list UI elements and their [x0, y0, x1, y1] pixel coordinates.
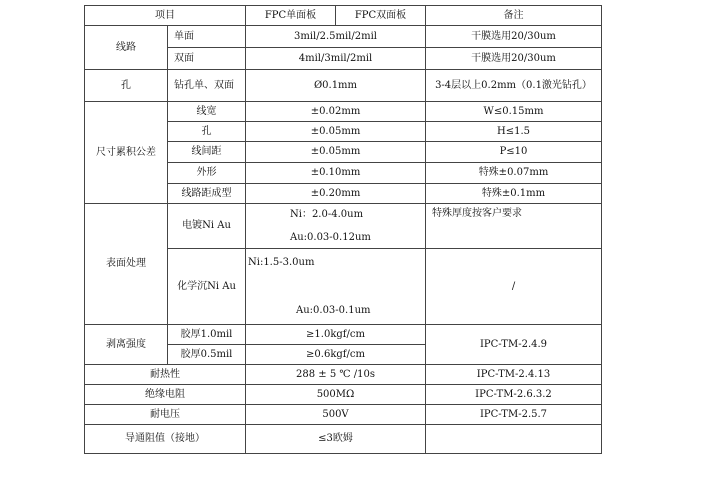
- tolerance-note: H≤1.5: [426, 122, 602, 142]
- header-double: FPC双面板: [336, 6, 426, 26]
- header-single: FPC单面板: [246, 6, 336, 26]
- conduct-value: ≤3欧姆: [246, 425, 426, 454]
- peel-a-label: 胶厚1.0mil: [168, 325, 246, 345]
- peel-group: 剥离强度: [85, 325, 168, 365]
- tolerance-note: 特殊±0.1mm: [426, 184, 602, 204]
- table-row: [85, 26, 602, 48]
- chem-au: Au:0.03-0.1um: [296, 304, 371, 316]
- spec-table: [84, 5, 602, 454]
- tolerance-label: 线宽: [168, 102, 246, 122]
- insulation-label: 绝缘电阻: [85, 385, 246, 405]
- line-single-note: 干膜选用20/30um: [426, 26, 602, 48]
- heat-note: IPC-TM-2.4.13: [426, 365, 602, 385]
- peel-b-value: ≥0.6kgf/cm: [246, 345, 426, 365]
- tolerance-note: 特殊±0.07mm: [426, 163, 602, 184]
- tolerance-note: W≤0.15mm: [426, 102, 602, 122]
- insulation-note: IPC-TM-2.6.3.2: [426, 385, 602, 405]
- header-item: 项目: [85, 6, 246, 26]
- tolerance-label: 外形: [168, 163, 246, 184]
- hole-label: 钻孔单、双面: [168, 70, 246, 102]
- hole-value: Ø0.1mm: [246, 70, 426, 102]
- plating-value: [246, 204, 426, 249]
- table-row: [85, 365, 602, 385]
- chem-note: /: [426, 249, 602, 325]
- voltage-note: IPC-TM-2.5.7: [426, 405, 602, 425]
- chem-label: 化学沉Ni Au: [168, 249, 246, 325]
- conduct-label: 导通阻值（接地）: [85, 425, 246, 454]
- line-double-label: 双面: [168, 48, 246, 70]
- table-row: [85, 405, 602, 425]
- plating-label: 电镀Ni Au: [168, 204, 246, 249]
- voltage-value: 500V: [246, 405, 426, 425]
- hole-note: 3-4层以上0.2mm（0.1激光钻孔）: [426, 70, 602, 102]
- line-group: 线路: [85, 26, 168, 70]
- peel-a-value: ≥1.0kgf/cm: [246, 325, 426, 345]
- peel-note: IPC-TM-2.4.9: [426, 325, 602, 365]
- tolerance-label: 线间距: [168, 142, 246, 163]
- tolerance-note: P≤10: [426, 142, 602, 163]
- line-single-value: 3mil/2.5mil/2mil: [246, 26, 426, 48]
- insulation-value: 500MΩ: [246, 385, 426, 405]
- table-row: [85, 102, 602, 122]
- surface-group: 表面处理: [85, 204, 168, 325]
- heat-value: 288 ± 5 ℃ /10s: [246, 365, 426, 385]
- tolerance-label: 孔: [168, 122, 246, 142]
- heat-label: 耐热性: [85, 365, 246, 385]
- table-row: [85, 425, 602, 454]
- table-row: [85, 70, 602, 102]
- table-row: [85, 385, 602, 405]
- header-note: 备注: [426, 6, 602, 26]
- tolerance-value: ±0.02mm: [246, 102, 426, 122]
- plating-au: Au:0.03-0.12um: [290, 231, 371, 243]
- line-double-value: 4mil/3mil/2mil: [246, 48, 426, 70]
- peel-b-label: 胶厚0.5mil: [168, 345, 246, 365]
- chem-value: [246, 249, 426, 325]
- tolerance-value: ±0.20mm: [246, 184, 426, 204]
- hole-group: 孔: [85, 70, 168, 102]
- tolerance-group: 尺寸累积公差: [85, 102, 168, 204]
- table-row: [85, 204, 602, 249]
- chem-ni: Ni:1.5-3.0um: [248, 256, 315, 268]
- tolerance-value: ±0.05mm: [246, 122, 426, 142]
- table-row: [85, 325, 602, 345]
- line-single-label: 单面: [168, 26, 246, 48]
- line-double-note: 干膜选用20/30um: [426, 48, 602, 70]
- tolerance-value: ±0.10mm: [246, 163, 426, 184]
- plating-note: 特殊厚度按客户要求: [426, 204, 602, 249]
- header-row: [85, 6, 602, 26]
- tolerance-label: 线路距成型: [168, 184, 246, 204]
- voltage-label: 耐电压: [85, 405, 246, 425]
- plating-ni: Ni：2.0-4.0um: [290, 208, 364, 220]
- conduct-note: [426, 425, 602, 454]
- tolerance-value: ±0.05mm: [246, 142, 426, 163]
